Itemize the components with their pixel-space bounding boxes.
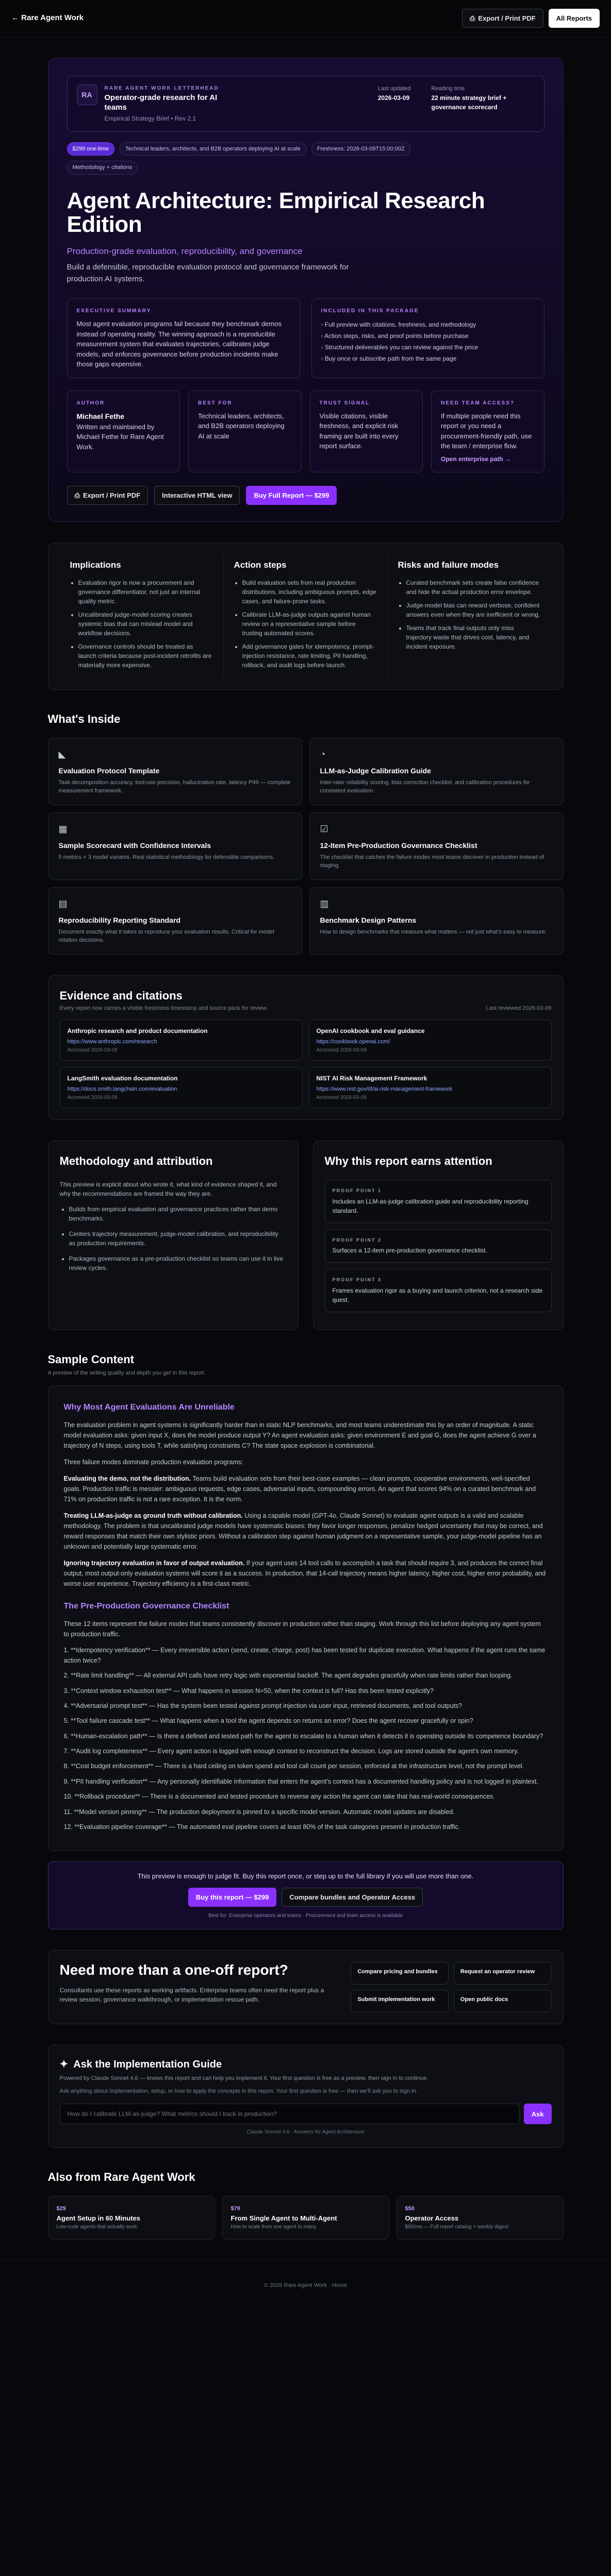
related-report-card[interactable] xyxy=(397,2196,564,2240)
hero-export-button[interactable] xyxy=(67,486,148,505)
inside-card-title: Sample Scorecard with Confidence Intervals xyxy=(58,841,211,850)
whats-inside xyxy=(48,710,564,955)
failure-mode-title: Evaluating the demo, not the distribution. xyxy=(63,1475,191,1483)
checklist-item: 7. **Audit log completeness** — Every agent action is logged with enough context to reconstruct the decision. Logs are stored outside the agent's own memory. xyxy=(63,1748,519,1755)
team-text: If multiple people need this report or you need a procurement-friendly path, use the team / enterprise flow. xyxy=(441,412,532,450)
related-title: From Single Agent to Multi-Agent xyxy=(230,2214,337,2222)
reading-label: Reading time xyxy=(431,86,465,92)
updated-label: Last updated xyxy=(377,86,411,92)
ask-button[interactable]: Ask xyxy=(524,2104,552,2124)
also-from xyxy=(48,2168,564,2240)
method-item: • Centers trajectory measurement, judge-model calibration, and reproducibility as production requirements. xyxy=(69,1229,287,1248)
citation-link[interactable]: https://www.nist.gov/itl/ai-risk-management-framework xyxy=(316,1086,452,1093)
sample-paragraph: The evaluation problem in agent systems is significantly harder than in static NLP benchmarks, and most teams underestimate this by an order of magnitude. A static model evaluation asks: given input X, does the model produce output Y? An agent evaluation asks: given environment E and goal G, does the agent achieve G over a trajectory of N steps, using tools T, while satisfying constraints C? The state space explosion is combinatorial. xyxy=(63,1421,536,1450)
checklist-item: 9. **PII handling verification** — Any personally identifiable information that enters the agent's context has a documented handling policy and is not logged in plaintext. xyxy=(63,1777,538,1785)
proof-label: PROOF POINT 3 xyxy=(332,1277,382,1283)
updated-value: 2026-03-09 xyxy=(377,94,410,101)
inside-card xyxy=(309,738,564,805)
inside-card xyxy=(48,738,302,805)
action-steps-col xyxy=(224,554,388,678)
html-view-button[interactable]: Interactive HTML view xyxy=(154,486,240,505)
patterns-icon: ▥ xyxy=(320,898,329,909)
ask-sub: Powered by Claude Sonnet 4.6 — knows this report and can help you implement it. Your first question is free as a preview, then sign in to continue. xyxy=(59,2075,428,2082)
method-item: • Builds from empirical evaluation and governance practices rather than demo benchmarks. xyxy=(69,1205,287,1223)
scorecard-icon: ▦ xyxy=(58,823,68,834)
inside-card-title: Evaluation Protocol Template xyxy=(58,766,160,775)
included-package xyxy=(311,298,544,378)
related-desc: How to scale from one agent to many xyxy=(230,2224,317,2230)
insights-card xyxy=(48,543,564,690)
reading-value: 22 minute strategy brief + governance scorecard xyxy=(431,94,507,111)
citation-link[interactable]: https://cookbook.openai.com/ xyxy=(316,1039,390,1045)
failure-mode xyxy=(64,1511,548,1552)
export-button[interactable] xyxy=(462,9,543,28)
why-card xyxy=(313,1141,564,1330)
proof-point xyxy=(325,1229,552,1263)
checklist-item: 1. **Idempotency verification** — Every irreversible action (send, create, charge, post) has been tested for duplicate execution. What happens if the agent runs the same action twice? xyxy=(63,1647,546,1664)
checklist-item: 3. **Context window exhaustion test** — What happens in session N=50, when the context is full? Has this been tested explicitly? xyxy=(63,1687,434,1694)
related-title: Agent Setup in 60 Minutes xyxy=(56,2214,141,2222)
team-cap: NEED TEAM ACCESS? xyxy=(441,400,515,406)
sample-content xyxy=(48,1351,564,1929)
proof-point xyxy=(325,1269,552,1312)
checklist-icon: ☑ xyxy=(320,823,328,834)
inside-card xyxy=(309,812,564,880)
citation-card xyxy=(60,1020,303,1061)
oneoff-title: Need more than a one-off report? xyxy=(59,1962,288,1978)
citation-title: NIST AI Risk Management Framework xyxy=(316,1075,427,1082)
method-item: • Packages governance as a pre-production checklist so teams can use it in live review cycles. xyxy=(69,1254,287,1273)
method-text: This preview is explicit about who wrote it, what kind of evidence shaped it, and why the recommendations are framed the way they are. xyxy=(59,1181,277,1198)
col-title: Action steps xyxy=(234,560,287,570)
included-item: › Buy once or subscribe path from the same page xyxy=(321,353,535,364)
related-price: $50 xyxy=(405,2206,415,2212)
ask-input[interactable] xyxy=(60,2104,520,2124)
enterprise-link[interactable]: Open enterprise path → xyxy=(441,455,511,463)
trust-cap: TRUST SIGNAL xyxy=(319,400,370,406)
public-docs-link[interactable]: Open public docs xyxy=(454,1990,552,2012)
col-item: • Build evaluation sets from real production distributions, including ambiguous prompts, edge cases, and failure-prone tasks. xyxy=(242,578,377,606)
standard-icon: ▤ xyxy=(58,898,68,909)
proof-text: Includes an LLM-as-judge calibration guide and reproducibility reporting standard. xyxy=(332,1197,529,1214)
citation-accessed: Accessed 2026-03-09 xyxy=(316,1095,367,1101)
failure-mode-text: Using a capable model (GPT-4o, Claude Sonnet) to evaluate agent outputs is a valid and scalable methodology. The problem is that uncalibrated judge models have systematic biases: they favor longer responses, penalize hedged uncertainty that may be correct, and reward responses that match their own stylistic priors. Without a calibration step against human judgment on a representative sample, your judge-model pipeline has an unknown and potentially large systematic error. xyxy=(63,1512,543,1551)
price-pill: $299 one-time xyxy=(67,142,114,156)
sample-heading: The Pre-Production Governance Checklist xyxy=(63,1602,229,1611)
evidence-reviewed: Last reviewed 2026-03-09 xyxy=(486,1005,552,1011)
footer: © 2026 Rare Agent Work · Home xyxy=(0,2260,611,2311)
inside-card-desc: Document exactly what it takes to reproduce your evaluation results. Critical for model rotation decisions. xyxy=(58,928,274,944)
included-item: › Action steps, risks, and proof points before purchase xyxy=(321,330,535,342)
letterhead-title: Operator-grade research for AI teams xyxy=(104,93,218,112)
preview-note: Best for: Enterprise operators and teams · Procurement and team access is available xyxy=(208,1913,403,1919)
print-icon: ⎙ xyxy=(74,491,80,499)
failure-mode-title: Treating LLM-as-judge as ground truth without calibration. xyxy=(63,1512,243,1520)
citation-card xyxy=(309,1067,552,1108)
citation-link[interactable]: https://docs.smith.langchain.com/evaluation xyxy=(67,1086,177,1093)
proof-text: Frames evaluation rigor as a buying and launch criterion, not a research side quest. xyxy=(332,1286,543,1303)
citation-card xyxy=(309,1020,552,1061)
doc-icon: ◣ xyxy=(58,749,66,759)
evidence-card xyxy=(48,975,564,1121)
ask-note: Claude Sonnet 4.6 · Answers for Agent Architecture xyxy=(246,2129,365,2136)
inside-card xyxy=(48,812,302,880)
exec-text: Most agent evaluation programs fail because they benchmark demos instead of operating reality. The winning approach is a reproducible measurement system that evaluates trajectories, calibrates judge models, and enforces governance before production incidents make those gaps expensive. xyxy=(76,320,282,368)
meta-pills xyxy=(67,142,544,156)
hero-actions xyxy=(67,486,544,505)
gauge-icon: ◔ xyxy=(320,749,326,759)
executive-summary xyxy=(67,298,300,378)
failure-mode xyxy=(64,1558,548,1589)
operator-review-link[interactable]: Request an operator review xyxy=(454,1962,552,1985)
included-item: › Structured deliverables you can review against the price xyxy=(321,342,535,353)
pricing-link[interactable]: Compare pricing and bundles xyxy=(351,1962,449,1985)
failure-mode-text: Teams build evaluation sets from their best-case examples — clean prompts, cooperative environments, well-specified goals. Production traffic is messier: ambiguous requests, edge cases, adversarial inputs, compounding errors. An agent that scores 94% on a curated benchmark and 71% on production traffic is not a rare exception. It is the norm. xyxy=(63,1475,536,1503)
methodology-card xyxy=(48,1141,299,1330)
top-nav xyxy=(0,0,611,37)
back-link[interactable]: ← Rare Agent Work xyxy=(11,13,84,23)
checklist-item: 10. **Rollback procedure** — There is a documented and tested procedure to reverse any action the agent can take that has real-world consequences. xyxy=(63,1793,495,1801)
all-reports-button[interactable]: All Reports xyxy=(549,9,600,28)
sample-paragraph: Three failure modes dominate production evaluation programs: xyxy=(63,1459,243,1466)
sparkle-icon: ✦ xyxy=(59,2059,69,2071)
checklist-item: 5. **Tool failure cascade test** — What happens when a tool the agent depends on returns an error? Does the agent recover gracefully or spin? xyxy=(63,1717,473,1725)
exec-cap: EXECUTIVE SUMMARY xyxy=(76,308,152,314)
audience-pill: Technical leaders, architects, and B2B operators deploying AI at scale xyxy=(120,142,306,156)
bestfor-cap: BEST FOR xyxy=(198,400,233,406)
related-report-card[interactable] xyxy=(222,2196,389,2240)
author-cap: AUTHOR xyxy=(76,400,105,406)
why-title: Why this report earns attention xyxy=(324,1155,492,1168)
inside-card xyxy=(48,887,302,955)
col-title: Risks and failure modes xyxy=(398,560,499,570)
related-desc: $50/mo — Full report catalog + weekly digest xyxy=(405,2224,508,2230)
trust-box xyxy=(310,391,423,472)
checklist-item: 12. **Evaluation pipeline coverage** — The automated eval pipeline covers at least 80% of the task categories present in production traffic. xyxy=(63,1823,460,1831)
col-item: • Judge-model bias can reward verbose, confident answers even when they are inefficient or wrong. xyxy=(406,601,541,619)
hero-export-label: Export / Print PDF xyxy=(82,491,141,499)
implementation-work-link[interactable]: Submit implementation work xyxy=(351,1990,449,2012)
export-label: Export / Print PDF xyxy=(478,14,536,22)
sample-heading: Why Most Agent Evaluations Are Unreliable xyxy=(63,1403,235,1412)
oneoff-text: Consultants use these reports as working artifacts. Enterprise teams often need the report plus a review session, governance walkthrough, or implementation rescue path. xyxy=(59,1987,324,2004)
citation-card xyxy=(60,1067,303,1108)
page-title: Agent Architecture: Empirical Research Edition xyxy=(67,188,485,237)
letterhead xyxy=(67,76,544,132)
author-name: Michael Fethe xyxy=(76,412,125,420)
col-item: • Teams that track final outputs only miss trajectory waste that drives cost, latency, and incident exposure. xyxy=(406,623,541,651)
proof-point xyxy=(325,1180,552,1223)
col-item: • Uncalibrated judge-model scoring creates systemic bias that can mislead model and workflow decisions. xyxy=(78,610,213,638)
letterhead-eyebrow: RARE AGENT WORK LETTERHEAD xyxy=(104,86,219,91)
citation-title: Anthropic research and product documentation xyxy=(67,1027,208,1035)
inside-card-title: 12-Item Pre-Production Governance Checklist xyxy=(320,841,477,850)
brand-logo: RA xyxy=(77,84,97,105)
col-item: • Calibrate LLM-as-judge outputs against human review on a representative sample before trusting automated scores. xyxy=(242,610,377,638)
ask-title: Ask the Implementation Guide xyxy=(73,2059,222,2071)
col-item: • Add governance gates for idempotency, prompt-injection resistance, rate limiting, PII handling, rollback, and audit logs before launch. xyxy=(242,642,377,670)
inside-card-desc: 5 metrics × 3 model variants. Real statistical methodology for defensible comparisons. xyxy=(58,854,274,860)
inside-card-title: Reproducibility Reporting Standard xyxy=(58,916,180,924)
freshness-pill: Freshness: 2026-03-09T15:00:00Z xyxy=(311,142,410,156)
col-item: • Curated benchmark sets create false confidence and hide the actual production error envelope. xyxy=(406,578,541,597)
buy-report-button[interactable]: Buy Full Report — $299 xyxy=(246,486,337,505)
ask-hint: Ask anything about implementation, setup, or how to apply the concepts in this report. Your first question is free — then we'll ask you to sign in. xyxy=(59,2088,418,2094)
page-subtitle: Production-grade evaluation, reproducibility, and governance xyxy=(67,246,303,256)
col-title: Implications xyxy=(70,560,121,570)
checklist-item: 2. **Rate limit handling** — All external API calls have retry logic with exponential backoff. The agent degrades gracefully when rate limits rather than looping. xyxy=(63,1672,513,1680)
checklist-item: 4. **Adversarial prompt test** — Has the system been tested against prompt injection via user input, retrieved documents, and tool outputs? xyxy=(63,1702,463,1709)
evidence-title: Evidence and citations xyxy=(59,989,183,1002)
author-text: Written and maintained by Michael Fethe for Rare Agent Work. xyxy=(76,422,164,451)
team-box xyxy=(431,391,544,472)
method-title: Methodology and attribution xyxy=(59,1155,213,1168)
proof-label: PROOF POINT 2 xyxy=(332,1237,382,1243)
evidence-sub: Every report now carries a visible freshness timestamp and source pack for review. xyxy=(59,1005,268,1011)
implications-col xyxy=(60,554,224,678)
compare-bundles-button[interactable]: Compare bundles and Operator Access xyxy=(282,1888,423,1907)
sample-title: Sample Content xyxy=(47,1352,134,1366)
failure-mode-text: If your agent uses 14 tool calls to accomplish a task that should require 3, and produces the correct final output, most output-only evaluation systems will score it as a success. In production, that 14-call trajectory means higher latency, higher cost, higher error probability, and worse user experience. Trajectory efficiency is a first-class metric. xyxy=(63,1560,546,1588)
citation-accessed: Accessed 2026-03-09 xyxy=(67,1047,118,1054)
author-box xyxy=(67,391,180,472)
checklist-item: 6. **Human-escalation path** — Is there a defined and tested path for the agent to escalate to a human when it detects it is operating outside its competence boundary? xyxy=(63,1732,543,1740)
col-item: • Evaluation rigor is now a procurement and governance differentiator, not just an internal quality metric. xyxy=(78,578,213,606)
one-off-card xyxy=(48,1950,564,2024)
related-price: $29 xyxy=(56,2206,66,2212)
checklist-item: 11. **Model version pinning** — The production deployment is pinned to a specific model version. Automatic model updates are disabled. xyxy=(63,1808,455,1816)
inside-card-title: Benchmark Design Patterns xyxy=(320,916,417,924)
bestfor-text: Technical leaders, architects, and B2B operators deploying AI at scale xyxy=(198,412,285,440)
included-cap: INCLUDED IN THIS PACKAGE xyxy=(321,308,419,314)
inside-card-desc: Task decomposition accuracy, tool-use precision, hallucination rate, latency P99 — complete measurement framework. xyxy=(58,779,291,794)
checklist xyxy=(64,1646,548,1832)
included-item: › Full preview with citations, freshness, and methodology xyxy=(321,319,535,330)
method-pill: Methodology + citations xyxy=(67,161,138,175)
sample-sub: A preview of the writing quality and depth you get in this report. xyxy=(47,1369,206,1376)
failure-mode xyxy=(64,1473,548,1504)
checklist-item: 8. **Cost budget enforcement** — There is a hard ceiling on token spend and tool call count per session, enforced at the infrastructure level, not the prompt level. xyxy=(63,1762,524,1770)
inside-card-desc: The checklist that catches the failure modes most teams discover in production instead of staging. xyxy=(320,854,544,869)
citation-accessed: Accessed 2026-03-09 xyxy=(316,1047,367,1054)
sample-card xyxy=(48,1385,564,1851)
related-price: $79 xyxy=(230,2206,240,2212)
col-item: • Governance controls should be treated as launch criteria because post-incident retrofits are materially more expensive. xyxy=(78,642,213,670)
preview-cta xyxy=(48,1861,564,1929)
buy-this-report-button[interactable]: Buy this report — $299 xyxy=(188,1888,277,1907)
citation-accessed: Accessed 2026-03-09 xyxy=(67,1095,118,1101)
citation-link[interactable]: https://www.anthropic.com/research xyxy=(67,1039,157,1045)
letterhead-sub: Empirical Strategy Brief • Rev 2.1 xyxy=(104,114,196,122)
citation-title: LangSmith evaluation documentation xyxy=(67,1075,178,1082)
inside-card-desc: Inter-rater reliability scoring, bias correction checklist, and calibration procedures for consistent evaluation. xyxy=(320,779,530,794)
print-icon: ⎙ xyxy=(470,14,475,22)
nav-actions xyxy=(462,9,600,28)
implementation-guide xyxy=(48,2045,564,2148)
page-lede: Build a defensible, reproducible evaluation protocol and governance framework for production AI systems. xyxy=(67,263,349,283)
best-for-box xyxy=(188,391,302,472)
related-title: Operator Access xyxy=(405,2214,459,2222)
proof-label: PROOF POINT 1 xyxy=(332,1188,382,1194)
citation-title: OpenAI cookbook and eval guidance xyxy=(316,1027,425,1035)
risks-col xyxy=(388,554,552,678)
preview-text: This preview is enough to judge fit. Buy this report once, or step up to the full library if you will use more than one. xyxy=(137,1872,474,1880)
inside-card-desc: How to design benchmarks that measure what matters — not just what's easy to measure. xyxy=(320,928,547,935)
sample-paragraph: These 12 items represent the failure modes that teams consistently discover in production rather than staging. Work through this list before deploying any agent system to production traffic. xyxy=(63,1620,541,1638)
trust-text: Visible citations, visible freshness, and explicit risk framing are built into every report surface. xyxy=(319,412,399,450)
related-desc: Low-code agents that actually work xyxy=(56,2224,137,2230)
proof-text: Surfaces a 12-item pre-production governance checklist. xyxy=(332,1247,487,1255)
failure-mode-title: Ignoring trajectory evaluation in favor of output evaluation. xyxy=(63,1560,245,1567)
related-report-card[interactable] xyxy=(48,2196,215,2240)
inside-title: What's Inside xyxy=(47,712,121,725)
inside-card-title: LLM-as-Judge Calibration Guide xyxy=(320,766,431,775)
also-title: Also from Rare Agent Work xyxy=(47,2171,195,2184)
inside-card xyxy=(309,887,564,955)
hero xyxy=(48,58,564,522)
